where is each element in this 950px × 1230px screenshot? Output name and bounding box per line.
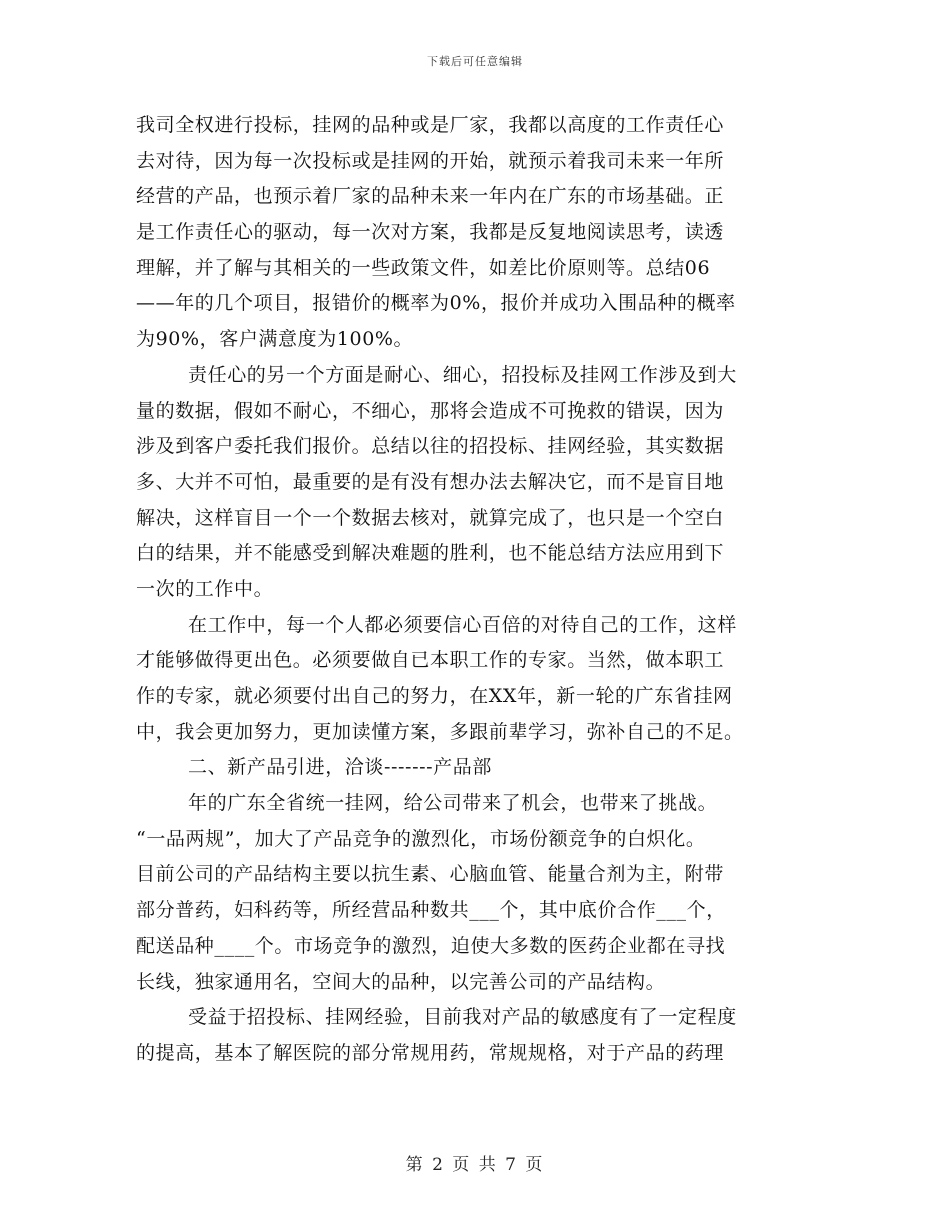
text-line: 我司全权进行投标，挂网的品种或是厂家，我都以高度的工作责任心	[136, 114, 725, 136]
text-line: 量的数据，假如不耐心，不细心，那将会造成不可挽救的错误，因为	[136, 399, 725, 422]
text-line: 是工作责任心的驱动，每一次对方案，我都是反复地阅读思考，读透	[136, 221, 725, 244]
text-line: 责任心的另一个方面是耐心、细心，招投标及挂网工作涉及到大	[188, 363, 737, 386]
text-line: 解决，这样盲目一个一个数据去核对，就算完成了，也只是一个空白	[136, 506, 725, 529]
page-header: 下载后可任意编辑	[427, 55, 523, 68]
text-line: 涉及到客户委托我们报价。总结以往的招投标、挂网经验，其实数据	[136, 435, 725, 458]
text-line: 在工作中，每一个人都必须要信心百倍的对待自己的工作，这样	[188, 613, 737, 636]
text-line: 经营的产品，也预示着厂家的品种未来一年内在广东的市场基础。正	[136, 185, 725, 208]
text-line: 部分普药，妇科药等，所经营品种数共___个，其中底价合作___个，	[136, 899, 726, 922]
text-line: 一次的工作中。	[136, 577, 274, 600]
text-line: 作的专家，就必须要付出自己的努力，在XX年，新一轮的广东省挂网	[136, 685, 733, 707]
text-line: “一品两规”，加大了产品竞争的激烈化，市场份额竞争的白炽化。	[136, 827, 706, 850]
text-line: 二、新产品引进，洽谈-------产品部	[188, 756, 492, 779]
text-line: 白的结果，并不能感受到解决难题的胜利，也不能总结方法应用到下	[136, 542, 725, 565]
page-number-footer: 第 2 页 共 7 页	[405, 1155, 545, 1175]
text-line: 多、大并不可怕，最重要的是有没有想办法去解决它，而不是盲目地	[136, 470, 725, 493]
text-line: 的提高，基本了解医院的部分常规用药，常规规格，对于产品的药理	[136, 1041, 725, 1064]
text-line: 中，我会更加努力，更加读懂方案，多跟前辈学习，弥补自己的不足。	[136, 720, 744, 743]
text-line: 为90%，客户满意度为100%。	[136, 328, 414, 351]
document-body	[136, 108, 808, 1072]
text-line: 长线，独家通用名，空间大的品种，以完善公司的产品结构。	[136, 970, 666, 993]
text-line: ——年的几个项目，报错价的概率为0%，报价并成功入围品种的概率	[136, 292, 736, 315]
text-line: 才能够做得更出色。必须要做自已本职工作的专家。当然，做本职工	[136, 649, 725, 672]
text-line: 去对待，因为每一次投标或是挂网的开始，就预示着我司未来一年所	[136, 149, 725, 172]
text-line: 配送品种____个。市场竞争的激烈，迫使大多数的医药企业都在寻找	[136, 934, 726, 957]
text-line: 年的广东全省统一挂网，给公司带来了机会，也带来了挑战。	[188, 792, 718, 815]
text-line: 理解，并了解与其相关的一些政策文件，如差比价原则等。总结06	[136, 256, 711, 279]
text-line: 受益于招投标、挂网经验，目前我对产品的敏感度有了一定程度	[188, 1006, 737, 1029]
text-line: 目前公司的产品结构主要以抗生素、心脑血管、能量合剂为主，附带	[136, 863, 725, 886]
